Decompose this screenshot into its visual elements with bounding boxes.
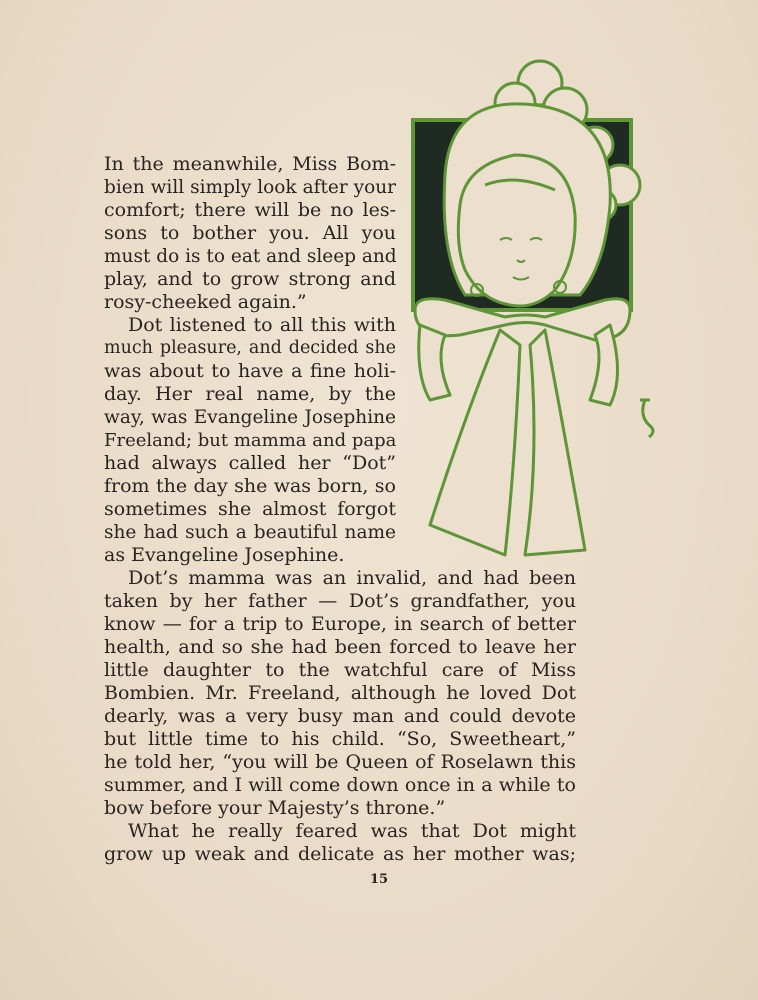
- flourish-ornament: [640, 400, 653, 437]
- text-line: had always called her “Dot”: [104, 452, 396, 474]
- girl-with-bonnet-illustration: [405, 55, 655, 565]
- text-line: way, was Evangeline Josephine: [104, 407, 396, 428]
- page-number: 15: [369, 872, 389, 887]
- text-line: from the day she was born, so: [104, 475, 396, 497]
- text-line: Dot listened to all this with: [128, 314, 396, 336]
- text-line: grow up weak and delicate as her mother was;: [104, 843, 576, 865]
- text-line: much pleasure, and decided she: [104, 338, 396, 358]
- text-line: she had such a beautiful name: [104, 522, 396, 543]
- text-line: sons to bother you. All you: [104, 222, 396, 244]
- text-line: but little time to his child. “So, Sweetheart,”: [104, 728, 576, 750]
- text-line: comfort; there will be no les-: [104, 199, 396, 221]
- text-line: must do is to eat and sleep and: [104, 246, 397, 267]
- text-line: sometimes she almost forgot: [104, 498, 396, 520]
- text-line: health, and so she had been forced to leave her: [104, 636, 576, 658]
- text-line: he told her, “you will be Queen of Roselawn this: [104, 751, 576, 773]
- text-line: as Evangeline Josephine.: [104, 544, 345, 566]
- text-line: play, and to grow strong and: [104, 268, 396, 290]
- text-line: dearly, was a very busy man and could devote: [104, 705, 576, 727]
- text-line: know — for a trip to Europe, in search of better: [104, 613, 576, 635]
- text-line: was about to have a fine holi-: [104, 360, 396, 382]
- text-line: Freeland; but mamma and papa: [104, 430, 397, 451]
- text-line: little daughter to the watchful care of Miss: [104, 659, 576, 681]
- text-line: Dot’s mamma was an invalid, and had been: [128, 567, 576, 589]
- text-line: bow before your Majesty’s throne.”: [104, 797, 446, 819]
- text-line: In the meanwhile, Miss Bom-: [104, 153, 396, 175]
- text-line: Bombien. Mr. Freeland, although he loved Dot: [104, 682, 576, 704]
- text-line: bien will simply look after your: [104, 177, 396, 198]
- text-line: summer, and I will come down once in a while to: [104, 774, 576, 796]
- text-line: rosy-cheeked again.”: [104, 291, 307, 313]
- text-line: day. Her real name, by the: [104, 383, 396, 405]
- text-line: taken by her father — Dot’s grandfather, you: [104, 590, 576, 612]
- text-line: What he really feared was that Dot might: [128, 820, 576, 842]
